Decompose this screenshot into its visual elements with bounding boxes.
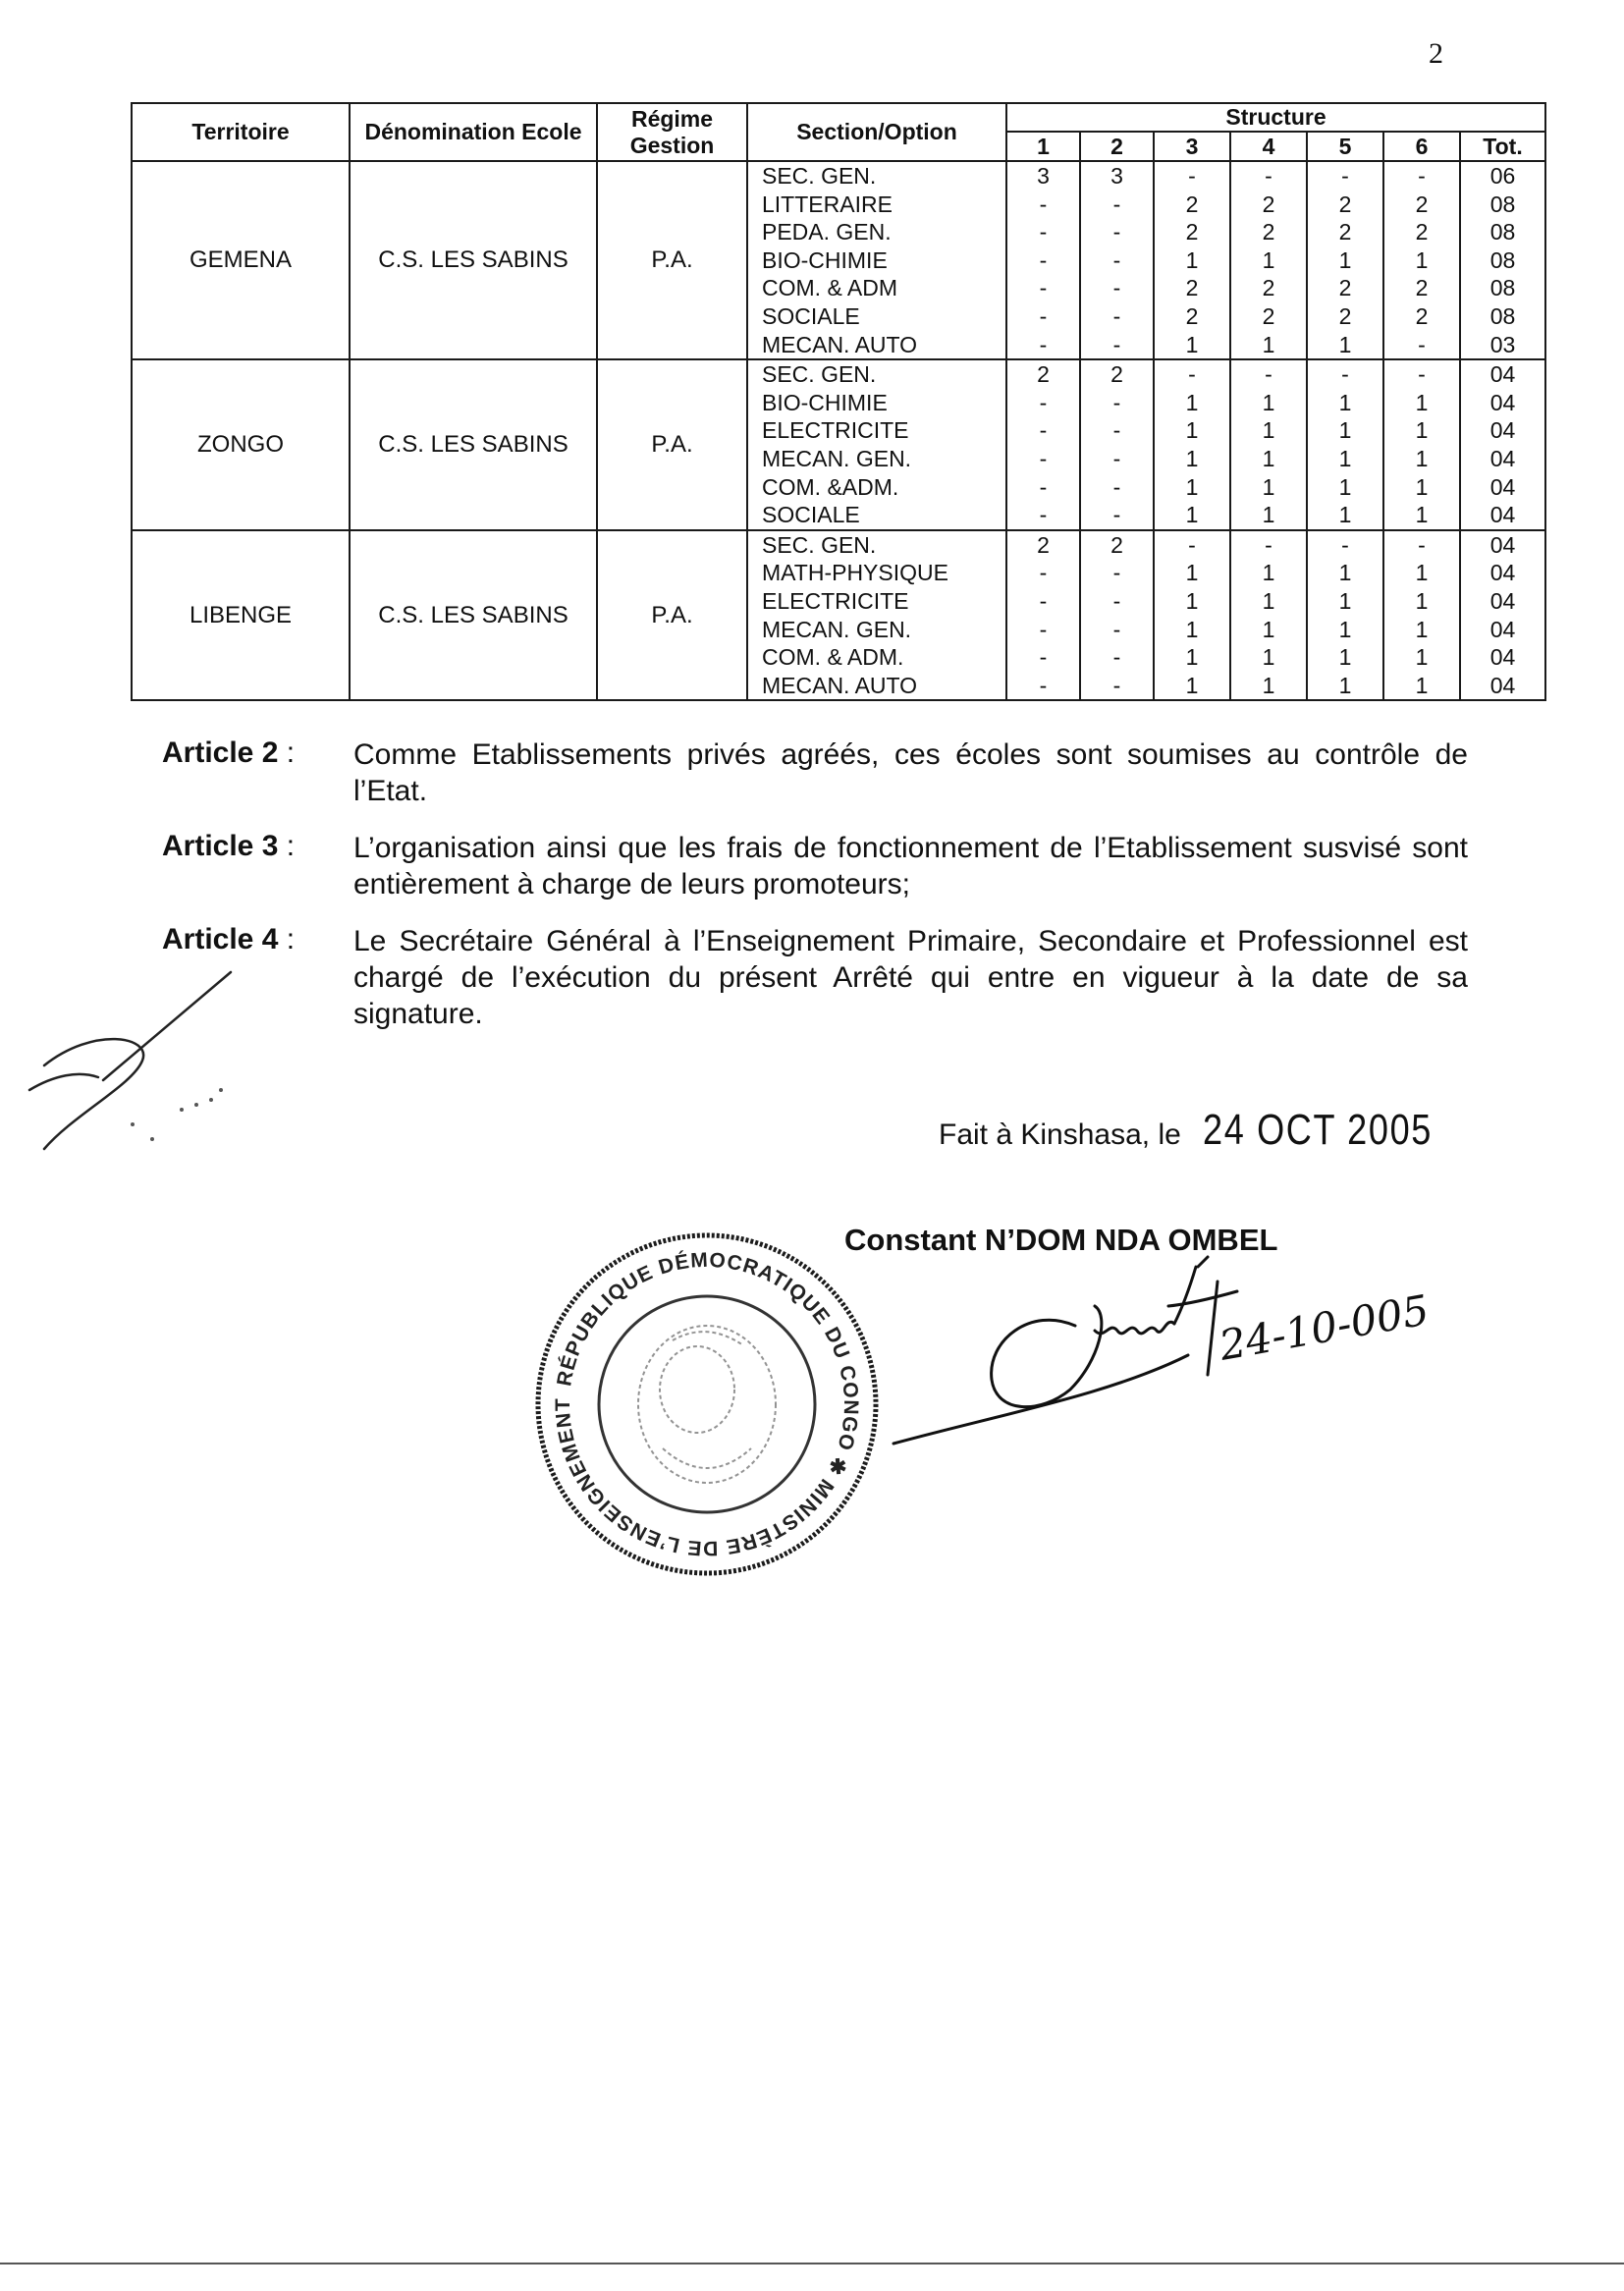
structure-value: - [1039, 616, 1048, 642]
structure-col-4-cell [1230, 161, 1307, 359]
structure-value: 1 [1415, 445, 1429, 471]
section-option: MECAN. GEN. [762, 616, 912, 642]
structure-value: 1 [1185, 445, 1199, 471]
structure-value: 1 [1262, 560, 1275, 586]
article-4: Article 4 : Le Secrétaire Général à l’Enseignement Primaire, Secondaire et Professionnel est chargé de l’exécution du présent Arrêté qui entre en vigueur à la date de sa signature. [162, 923, 1468, 1030]
structure-value: 2 [1110, 531, 1123, 558]
page-number: 2 [1429, 37, 1443, 70]
article-2: Article 2 : Comme Etablissements privés agréés, ces écoles sont soumises au contrôle de l’Etat. [162, 736, 1468, 807]
signatory-name: Constant N’DOM NDA OMBEL [844, 1223, 1278, 1257]
structure-value: 2 [1185, 191, 1199, 217]
ecole-cell: C.S. LES SABINS [350, 530, 597, 701]
structure-value: - [1039, 191, 1048, 217]
structure-value: - [1188, 531, 1196, 558]
structure-col-5-cell [1307, 161, 1383, 359]
structure-value: 1 [1415, 616, 1429, 642]
structure-value: 1 [1185, 502, 1199, 528]
total-value: 04 [1489, 389, 1516, 415]
structure-value: 1 [1262, 672, 1275, 698]
structure-value: 1 [1185, 331, 1199, 357]
section-option: LITTERAIRE [762, 191, 893, 217]
section-option: SOCIALE [762, 302, 860, 329]
section-list-cell [747, 530, 1006, 701]
total-value: 04 [1489, 560, 1516, 586]
header-col-1: 1 [1006, 132, 1080, 161]
structure-col-6-cell [1383, 359, 1460, 530]
table-row [132, 359, 1545, 530]
structure-value: - [1112, 672, 1121, 698]
total-value: 04 [1489, 616, 1516, 642]
structure-value: 1 [1185, 473, 1199, 500]
structure-value: 1 [1262, 331, 1275, 357]
structure-value: 2 [1338, 219, 1352, 245]
total-value: 08 [1489, 246, 1516, 273]
structure-value: 1 [1185, 417, 1199, 444]
article-text: Comme Etablissements privés agréés, ces écoles sont soumises au contrôle de l’Etat. [353, 738, 1468, 807]
structure-value: - [1188, 361, 1196, 388]
structure-value: 2 [1037, 361, 1050, 388]
margin-initials [25, 967, 250, 1164]
total-value: 08 [1489, 191, 1516, 217]
structure-value: 2 [1262, 302, 1275, 329]
structure-value: - [1265, 163, 1272, 189]
place-and-date [939, 1106, 1484, 1155]
table-body [132, 161, 1545, 700]
structure-value: 1 [1262, 246, 1275, 273]
structure-value: - [1039, 445, 1048, 471]
structure-value: 1 [1338, 417, 1352, 444]
total-value: 04 [1489, 531, 1516, 558]
structure-value: - [1112, 219, 1121, 245]
structure-value: 1 [1185, 587, 1199, 614]
article-label: Article 4 [162, 923, 279, 955]
structure-value: 1 [1415, 417, 1429, 444]
structure-value: 2 [1262, 275, 1275, 301]
structure-value: 2 [1415, 302, 1429, 329]
section-list-cell [747, 359, 1006, 530]
total-list-cell [1460, 359, 1545, 530]
total-value: 04 [1489, 473, 1516, 500]
structure-value: - [1112, 502, 1121, 528]
structure-value: 1 [1185, 616, 1199, 642]
structure-value: - [1039, 644, 1048, 671]
seal-text: RÉPUBLIQUE DÉMOCRATIQUE DU CONGO ✱ MINISTÈRE DE L’ENSEIGNEMENT PRIMAIRE, SECONDAIRE ET PROFESSIONNEL ✱ [515, 1205, 863, 1560]
structure-value: 2 [1338, 191, 1352, 217]
table-row [132, 530, 1545, 701]
structure-value: 1 [1185, 246, 1199, 273]
svg-text:RÉPUBLIQUE DÉMOCRATIQUE DU CON [516, 1205, 862, 1559]
structure-value: 1 [1262, 473, 1275, 500]
header-col-2: 2 [1080, 132, 1154, 161]
structure-value: 1 [1415, 644, 1429, 671]
structure-value: - [1039, 672, 1048, 698]
structure-value: 1 [1185, 644, 1199, 671]
structure-col-1-cell [1006, 530, 1080, 701]
total-value: 04 [1489, 644, 1516, 671]
structure-col-4-cell [1230, 359, 1307, 530]
structure-value: 1 [1338, 672, 1352, 698]
structure-value: - [1188, 163, 1196, 189]
structure-value: - [1039, 331, 1048, 357]
structure-value: - [1112, 587, 1121, 614]
territoire-cell: LIBENGE [132, 530, 350, 701]
structure-value: - [1112, 417, 1121, 444]
total-value: 08 [1489, 275, 1516, 301]
total-value: 08 [1489, 219, 1516, 245]
structure-col-2-cell [1080, 161, 1154, 359]
territoire-cell: ZONGO [132, 359, 350, 530]
section-option: COM. & ADM [762, 275, 898, 301]
structure-value: 2 [1185, 219, 1199, 245]
structure-value: 1 [1338, 644, 1352, 671]
section-option: MATH-PHYSIQUE [762, 560, 948, 586]
structure-value: 1 [1338, 616, 1352, 642]
structure-value: - [1341, 531, 1349, 558]
header-col-6: 6 [1383, 132, 1460, 161]
structure-value: 2 [1338, 302, 1352, 329]
structure-col-5-cell [1307, 530, 1383, 701]
section-option: ELECTRICITE [762, 587, 909, 614]
article-label: Article 2 [162, 736, 279, 769]
structure-value: - [1112, 246, 1121, 273]
structure-col-1-cell [1006, 359, 1080, 530]
structure-value: 2 [1262, 191, 1275, 217]
header-territoire: Territoire [132, 103, 350, 161]
section-option: MECAN. GEN. [762, 445, 912, 471]
structure-value: - [1039, 275, 1048, 301]
territoire-cell: GEMENA [132, 161, 350, 359]
structure-value: 1 [1262, 587, 1275, 614]
structure-value: 2 [1262, 219, 1275, 245]
structure-value: - [1112, 302, 1121, 329]
header-col-3: 3 [1154, 132, 1230, 161]
article-3: Article 3 : L’organisation ainsi que les frais de fonctionnement de l’Etablissement susvisé sont entièrement à charge de leurs promoteurs; [162, 830, 1468, 900]
section-option: MECAN. AUTO [762, 672, 918, 698]
structure-value: 1 [1338, 502, 1352, 528]
structure-value: - [1265, 361, 1272, 388]
official-seal [515, 1205, 889, 1586]
structure-value: 1 [1262, 502, 1275, 528]
structure-value: - [1039, 219, 1048, 245]
structure-col-3-cell [1154, 161, 1230, 359]
structure-value: 2 [1185, 275, 1199, 301]
structure-value: - [1112, 191, 1121, 217]
structure-value: 1 [1338, 445, 1352, 471]
structure-value: 1 [1338, 246, 1352, 273]
structure-value: - [1112, 389, 1121, 415]
structure-value: - [1112, 473, 1121, 500]
table-header-row [132, 103, 1545, 132]
article-text: Le Secrétaire Général à l’Enseignement Primaire, Secondaire et Professionnel est chargé de l’exécution du présent Arrêté qui entre en vigueur à la date de sa signature. [353, 925, 1468, 1030]
structure-value: - [1418, 531, 1426, 558]
structure-value: 1 [1338, 587, 1352, 614]
stamped-date: 24 OCT 2005 [1203, 1106, 1434, 1154]
structure-value: - [1112, 560, 1121, 586]
article-label: Article 3 [162, 830, 279, 862]
header-regime: Régime Gestion [597, 103, 747, 161]
structure-value: 1 [1262, 616, 1275, 642]
total-value: 06 [1489, 163, 1516, 189]
structure-value: - [1112, 275, 1121, 301]
bottom-rule [0, 2263, 1624, 2264]
structure-value: - [1039, 246, 1048, 273]
section-option: ELECTRICITE [762, 417, 909, 444]
structure-value: 1 [1185, 560, 1199, 586]
structure-col-6-cell [1383, 530, 1460, 701]
structure-value: - [1112, 644, 1121, 671]
total-value: 04 [1489, 417, 1516, 444]
structure-value: 1 [1262, 417, 1275, 444]
structure-col-6-cell [1383, 161, 1460, 359]
header-section: Section/Option [747, 103, 1006, 161]
structure-value: 1 [1338, 473, 1352, 500]
structure-value: - [1112, 445, 1121, 471]
structure-value: 1 [1338, 331, 1352, 357]
table-row [132, 161, 1545, 359]
ecole-cell: C.S. LES SABINS [350, 161, 597, 359]
structure-value: 1 [1262, 389, 1275, 415]
header-col-5: 5 [1307, 132, 1383, 161]
structure-value: 3 [1037, 163, 1050, 189]
structure-value: - [1112, 331, 1121, 357]
structure-value: 1 [1415, 473, 1429, 500]
structure-value: 2 [1415, 275, 1429, 301]
section-option: COM. &ADM. [762, 473, 899, 500]
section-option: SOCIALE [762, 502, 860, 528]
total-value: 03 [1489, 331, 1516, 357]
structure-value: - [1341, 163, 1349, 189]
header-structure: Structure [1006, 103, 1545, 132]
handwritten-date: 24-10-005 [1216, 1285, 1433, 1370]
structure-col-3-cell [1154, 530, 1230, 701]
total-list-cell [1460, 161, 1545, 359]
structure-value: - [1341, 361, 1349, 388]
structure-value: - [1039, 417, 1048, 444]
structure-value: 1 [1415, 587, 1429, 614]
section-option: SEC. GEN. [762, 531, 877, 558]
structure-col-3-cell [1154, 359, 1230, 530]
structure-value: - [1418, 163, 1426, 189]
total-value: 04 [1489, 672, 1516, 698]
structure-value: 1 [1415, 246, 1429, 273]
structure-value: - [1039, 587, 1048, 614]
structure-value: 2 [1037, 531, 1050, 558]
section-option: COM. & ADM. [762, 644, 904, 671]
structure-value: 1 [1415, 502, 1429, 528]
structure-col-1-cell [1006, 161, 1080, 359]
school-structure-table [131, 102, 1546, 701]
header-col-tot: Tot. [1460, 132, 1545, 161]
structure-col-5-cell [1307, 359, 1383, 530]
structure-value: - [1112, 616, 1121, 642]
structure-value: - [1039, 389, 1048, 415]
structure-value: 2 [1415, 191, 1429, 217]
structure-value: 1 [1415, 672, 1429, 698]
structure-value: - [1039, 502, 1048, 528]
structure-value: 1 [1338, 560, 1352, 586]
section-option: SEC. GEN. [762, 163, 877, 189]
structure-value: 1 [1415, 389, 1429, 415]
ecole-cell: C.S. LES SABINS [350, 359, 597, 530]
structure-value: 1 [1262, 644, 1275, 671]
total-value: 04 [1489, 587, 1516, 614]
total-list-cell [1460, 530, 1545, 701]
structure-value: 1 [1338, 389, 1352, 415]
header-denomination: Dénomination Ecole [350, 103, 597, 161]
structure-value: 2 [1110, 361, 1123, 388]
structure-col-2-cell [1080, 359, 1154, 530]
structure-value: - [1418, 331, 1426, 357]
structure-value: 1 [1262, 445, 1275, 471]
header-col-4: 4 [1230, 132, 1307, 161]
section-option: BIO-CHIMIE [762, 246, 888, 273]
structure-col-2-cell [1080, 530, 1154, 701]
total-value: 08 [1489, 302, 1516, 329]
total-value: 04 [1489, 445, 1516, 471]
structure-value: 1 [1185, 389, 1199, 415]
structure-value: - [1039, 302, 1048, 329]
section-option: SEC. GEN. [762, 361, 877, 388]
structure-value: - [1039, 473, 1048, 500]
article-text: L’organisation ainsi que les frais de fonctionnement de l’Etablissement susvisé sont entièrement à charge de leurs promoteurs; [353, 832, 1468, 900]
structure-value: 1 [1185, 672, 1199, 698]
section-option: BIO-CHIMIE [762, 389, 888, 415]
structure-value: - [1418, 361, 1426, 388]
regime-cell: P.A. [597, 530, 747, 701]
handwritten-signature [884, 1247, 1433, 1453]
structure-value: 2 [1415, 219, 1429, 245]
structure-value: 1 [1415, 560, 1429, 586]
section-option: PEDA. GEN. [762, 219, 892, 245]
total-value: 04 [1489, 502, 1516, 528]
total-value: 04 [1489, 361, 1516, 388]
section-list-cell [747, 161, 1006, 359]
structure-col-4-cell [1230, 530, 1307, 701]
regime-cell: P.A. [597, 161, 747, 359]
regime-cell: P.A. [597, 359, 747, 530]
structure-value: - [1265, 531, 1272, 558]
place-prefix: Fait à Kinshasa, le [939, 1118, 1181, 1151]
structure-value: 3 [1110, 163, 1123, 189]
section-option: MECAN. AUTO [762, 331, 918, 357]
structure-value: - [1039, 560, 1048, 586]
structure-value: 2 [1185, 302, 1199, 329]
structure-value: 2 [1338, 275, 1352, 301]
